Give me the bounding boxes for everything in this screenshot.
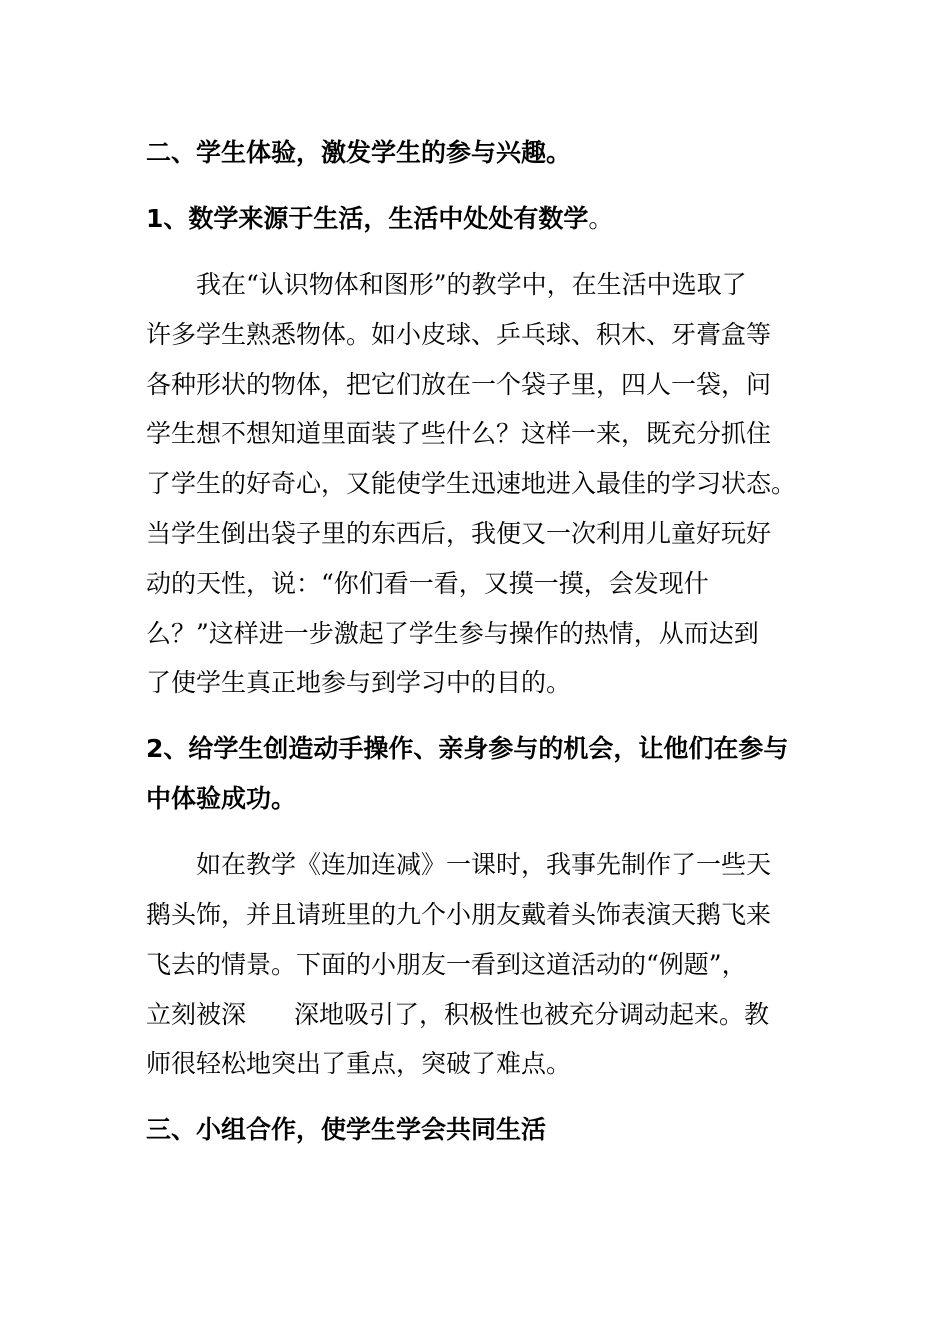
subheading-2-line: 中体验成功。 <box>146 784 297 814</box>
paragraph-line-part: 深地吸引了，积极性也被充分调动起来。教 <box>294 999 770 1029</box>
subheading-1-period: 。 <box>588 204 614 233</box>
paragraph-line: 我在“认识物体和图形”的教学中，在生活中选取了 <box>196 270 747 299</box>
subheading-1-text: 1、数学来源于生活，生活中处处有数学 <box>146 204 589 233</box>
paragraph-line: 了使学生真正地参与到学习中的目的。 <box>146 668 572 698</box>
subheading-1 <box>146 194 806 244</box>
section-heading-3: 三、小组合作，使学生学会共同生活 <box>146 1115 547 1145</box>
paragraph-line: 么？”这样进一步激起了学生参与操作的热情，从而达到 <box>146 618 759 648</box>
paragraph-line-part: 立刻被深 <box>146 999 247 1029</box>
paragraph-line: 飞去的情景。下面的小朋友一看到这道活动的“例题”， <box>146 949 747 979</box>
paragraph-line: 学生想不想知道里面装了些什么？这样一来，既充分抓住 <box>146 419 772 449</box>
paragraph-line: 师很轻松地突出了重点，突破了难点。 <box>146 1049 572 1079</box>
paragraph-line: 当学生倒出袋子里的东西后，我便又一次利用儿童好玩好 <box>146 518 772 548</box>
paragraph-1 <box>146 260 806 708</box>
paragraph-line: 鹅头饰，并且请班里的九个小朋友戴着头饰表演天鹅飞来 <box>146 899 772 929</box>
document-body <box>146 128 806 1171</box>
subheading-2 <box>146 724 806 824</box>
paragraph-line: 动的天性，说：“你们看一看，又摸一摸，会发现什 <box>146 568 709 598</box>
section-heading-2: 二、学生体验，激发学生的参与兴趣。 <box>146 138 572 167</box>
paragraph-line: 许多学生熟悉物体。如小皮球、乒乓球、积木、牙膏盒等 <box>146 319 772 349</box>
paragraph-line <box>146 990 806 1040</box>
paragraph-line: 各种形状的物体，把它们放在一个袋子里，四人一袋，问 <box>146 369 772 399</box>
subheading-2-line: 2、给学生创造动手操作、亲身参与的机会，让他们在参与 <box>146 734 789 764</box>
paragraph-2 <box>146 840 806 1089</box>
paragraph-line: 如在教学《连加连减》一课时，我事先制作了一些天 <box>196 850 772 880</box>
paragraph-line: 了学生的好奇心，又能使学生迅速地进入最佳的学习状态。 <box>146 469 797 499</box>
